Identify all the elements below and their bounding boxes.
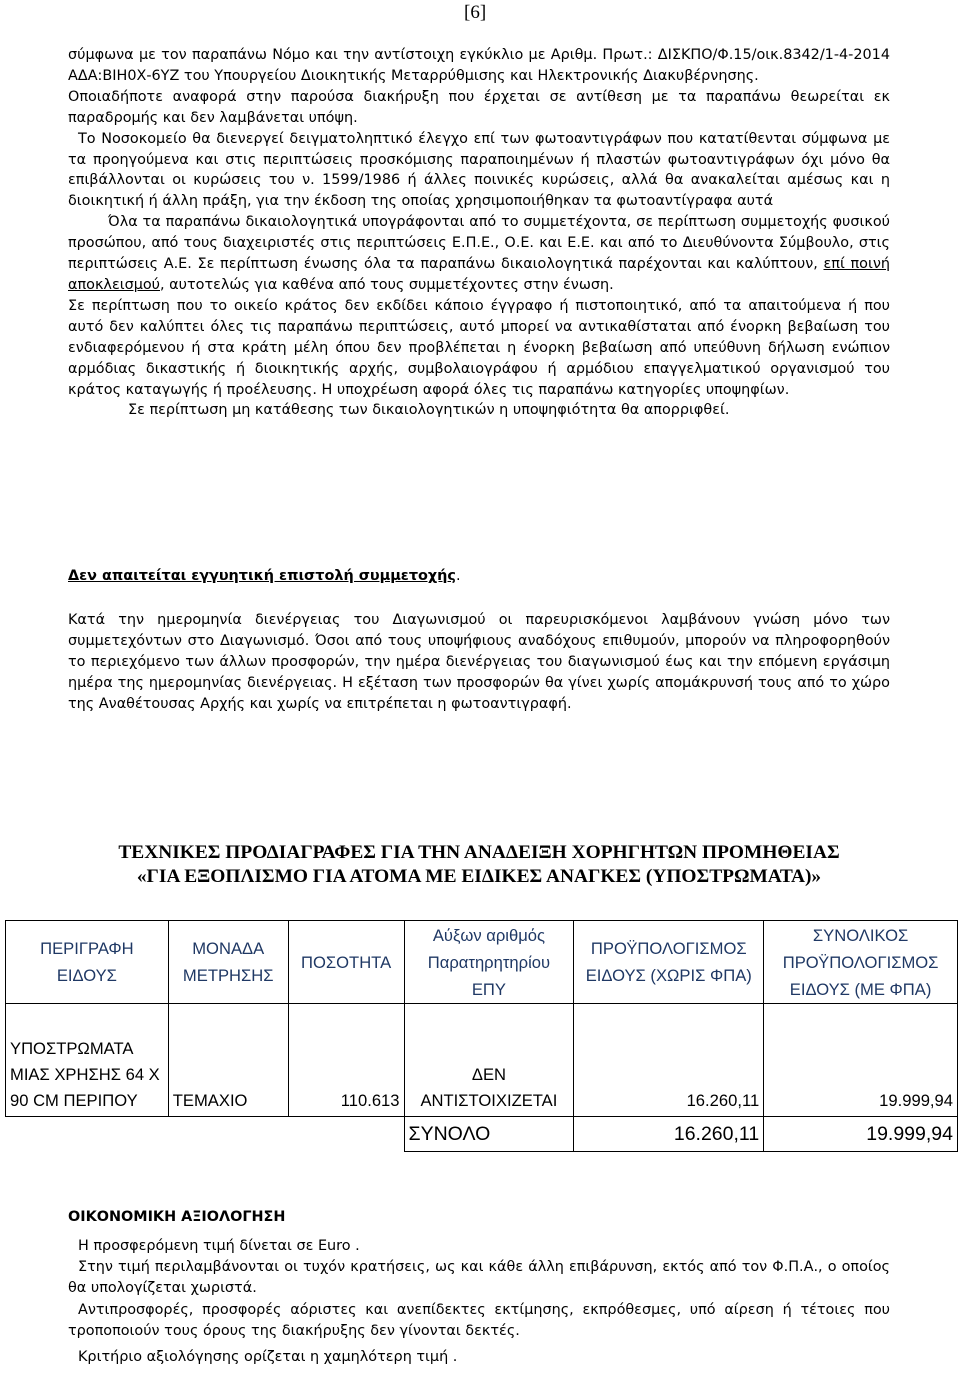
cell-epy: ΔΕΝ ΑΝΤΙΣΤΟΙΧΙΖΕΤΑΙ: [404, 1004, 574, 1117]
cell-description: ΥΠΟΣΤΡΩΜΑΤΑ ΜΙΑΣ ΧΡΗΣΗΣ 64 Χ 90 CM ΠΕΡΙΠΟΥ: [6, 1004, 169, 1117]
cell-total-no-vat: 16.260,11: [574, 1117, 764, 1152]
cell-total-with-vat: 19.999,94: [764, 1117, 958, 1152]
spec-heading-line-1: ΤΕΧΝΙΚΕΣ ΠΡΟΔΙΑΓΡΑΦΕΣ ΓΙΑ ΤΗΝ ΑΝΑΔΕΙΞΗ ΧΟΡΗΓΗΤΩΝ ΠΡΟΜΗΘΕΙΑΣ: [118, 842, 840, 863]
underlined-exclusion-text: επί ποινή αποκλεισμού: [68, 256, 890, 293]
paragraph-signatures: Όλα τα παραπάνω δικαιολογητικά υπογράφονται από το συμμετέχοντα, σε περίπτωση συμμετοχής φυσικού προσώπου, από τους διαχειριστές στις περιπτώσεις Ε.Π.Ε., Ο.Ε. και Ε.Ε. και από το Διευθύνοντα Σύμβουλο, στις περιπτώσεις Α.Ε. Σε περίπτωση ένωσης όλα τα παραπάνω δικαιολογητικά παρέχονται και καλύπτουν, επί ποινή αποκλεισμού, αυτοτελώς για καθένα από τους συμμετέχοντες στην ένωση.: [68, 214, 890, 293]
cell-unit: ΤΕΜΑΧΙΟ: [168, 1004, 288, 1117]
financial-line-included: Στην τιμή περιλαμβάνονται οι τυχόν κρατήσεις, ως και κάθε άλλη επιβάρυνση, εκτός από τον Φ.Π.Α., ο οποίος θα υπολογίζεται χωριστά.: [68, 1258, 890, 1296]
spec-heading-line-2: «ΓΙΑ ΕΞΟΠΛΙΣΜΟ ΓΙΑ ΑΤΟΜΑ ΜΕ ΕΙΔΙΚΕΣ ΑΝΑΓΚΕΣ (ΥΠΟΣΤΡΩΜΑΤΑ)»: [136, 866, 822, 887]
financial-evaluation-body: [68, 1236, 890, 1367]
financial-line-criterion: Κριτήριο αξιολόγησης ορίζεται η χαμηλότερη τιμή .: [78, 1348, 458, 1365]
financial-evaluation-title: ΟΙΚΟΝΟΜΙΚΗ ΑΞΙΟΛΟΓΗΣΗ: [68, 1209, 286, 1225]
header-budget-with-vat: ΣΥΝΟΛΙΚΟΣ ΠΡΟΫΠΟΛΟΓΙΣΜΟΣ ΕΙΔΟΥΣ (ΜΕ ΦΠΑ): [764, 921, 958, 1004]
paragraph-sampling-check: Το Νοσοκομείο θα διενεργεί δειγματοληπτικό έλεγχο επί των φωτοαντιγράφων που κατατίθενται σύμφωνα με τα προηγούμενα και στις περιπτώσεις προσκόμισης παραποιημένων ή πλαστών φωτοαντιγράφων όχι μόνο θα επιβάλλονται οι κυρώσεις του ν. 1599/1986 ή άλλες ποινικές κυρώσεις, αλλά θα ανακαλείται αμέσως και η διοικητική ή άλλη πράξη, για την έκδοση της οποίας χρησιμοποιήθηκαν τα φωτοαντίγραφα αυτά: [68, 130, 890, 210]
table-total-row: [6, 1117, 958, 1152]
header-description: ΠΕΡΙΓΡΑΦΗ ΕΙΔΟΥΣ: [6, 921, 169, 1004]
paragraph-contradiction: Οποιαδήποτε αναφορά στην παρούσα διακήρυξη που έρχεται σε αντίθεση με τα παραπάνω θεωρείται εκ παραδρομής και δεν λαμβάνεται υπόψη.: [68, 88, 890, 126]
paragraph-competition-day: Κατά την ημερομηνία διενέργειας του Διαγωνισμού οι παρευρισκόμενοι λαμβάνουν γνώση μόνο των συμμετεχόντων στο Διαγωνισμό. Όσοι από τους υποψήφιους αναδόχους επιθυμούν, μπορούν να πληροφορηθούν το περιεχόμενο των άλλων προσφορών, την ημέρα διενέργειας του διαγωνισμού έως και την επόμενη εργάσιμη ημέρα της ημερομηνίας διενέργειας. Η εξέταση των προσφορών θα γίνει χωρίς απομάκρυνσή τους από το χώρο της Αναθέτουσας Αρχής και χωρίς να επιτρέπεται η φωτοαντιγραφή.: [68, 612, 890, 712]
cell-budget-no-vat: 16.260,11: [574, 1004, 764, 1117]
paragraph-rejection: Σε περίπτωση μη κατάθεσης των δικαιολογητικών η υποψηφιότητα θα απορριφθεί.: [128, 402, 730, 419]
no-guarantee-text: Δεν απαιτείται εγγυητική επιστολή συμμετοχής: [68, 568, 456, 584]
header-quantity: ΠΟΣΟΤΗΤΑ: [288, 921, 404, 1004]
document-body: [68, 45, 890, 421]
financial-line-currency: Η προσφερόμενη τιμή δίνεται σε Euro .: [78, 1238, 360, 1254]
spec-heading: [68, 841, 890, 889]
paragraph-no-guarantee: Δεν απαιτείται εγγυητική επιστολή συμμετοχής.: [68, 568, 461, 584]
header-budget-no-vat: ΠΡΟΫΠΟΛΟΓΙΣΜΟΣ ΕΙΔΟΥΣ (ΧΩΡΙΣ ΦΠΑ): [574, 921, 764, 1004]
header-epy: Αύξων αριθμός Παρατηρητηρίου ΕΠΥ: [404, 921, 574, 1004]
cell-quantity: 110.613: [288, 1004, 404, 1117]
paragraph-law-reference: σύμφωνα με τον παραπάνω Νόμο και την αντίστοιχη εγκύκλιο με Αριθμ. Πρωτ.: ΔΙΣΚΠΟ/Φ.15/οικ.8342/1-4-2014 ΑΔΑ:ΒΙΗ0Χ-6ΥΖ του Υπουργείου Διοικητικής Μεταρρύθμισης και Ηλεκτρονικής Διακυβέρνησης.: [68, 47, 890, 84]
spec-table: [5, 920, 958, 1152]
page-number: [6]: [464, 2, 487, 23]
table-header-row: [6, 921, 958, 1004]
financial-line-rejections: Αντιπροσφορές, προσφορές αόριστες και ανεπίδεκτες εκτίμησης, εκπρόθεσμες, υπό αίρεση ή τέτοιες που τροποποιούν τους όρους της διακήρυξης δεν γίνονται δεκτές.: [68, 1301, 890, 1339]
table-row: [6, 1004, 958, 1117]
paragraph-foreign-documents: Σε περίπτωση που το οικείο κράτος δεν εκδίδει κάποιο έγγραφο ή πιστοποιητικό, από τα απαιτούμενα ή που αυτό δεν καλύπτει όλες τις παραπάνω περιπτώσεις, αυτό μπορεί να αντικαθίσταται από ένορκη βεβαίωση του ενδιαφερόμενου ή στα κράτη μέλη όπου δεν προβλέπεται η ένορκη βεβαίωση από υπεύθυνη δήλωση ενώπιον αρμόδιας δικαστικής ή διοικητικής αρχής, συμβολαιογράφου ή αρμόδιου επαγγελματικού οργανισμού του κράτος καταγωγής ή προέλευσης. Η υποχρέωση αφορά όλες τις παραπάνω κατηγορίες υποψηφίων.: [68, 297, 890, 398]
cell-total-label: ΣΥΝΟΛΟ: [404, 1117, 574, 1152]
header-unit: ΜΟΝΑΔΑ ΜΕΤΡΗΣΗΣ: [168, 921, 288, 1004]
cell-budget-with-vat: 19.999,94: [764, 1004, 958, 1117]
